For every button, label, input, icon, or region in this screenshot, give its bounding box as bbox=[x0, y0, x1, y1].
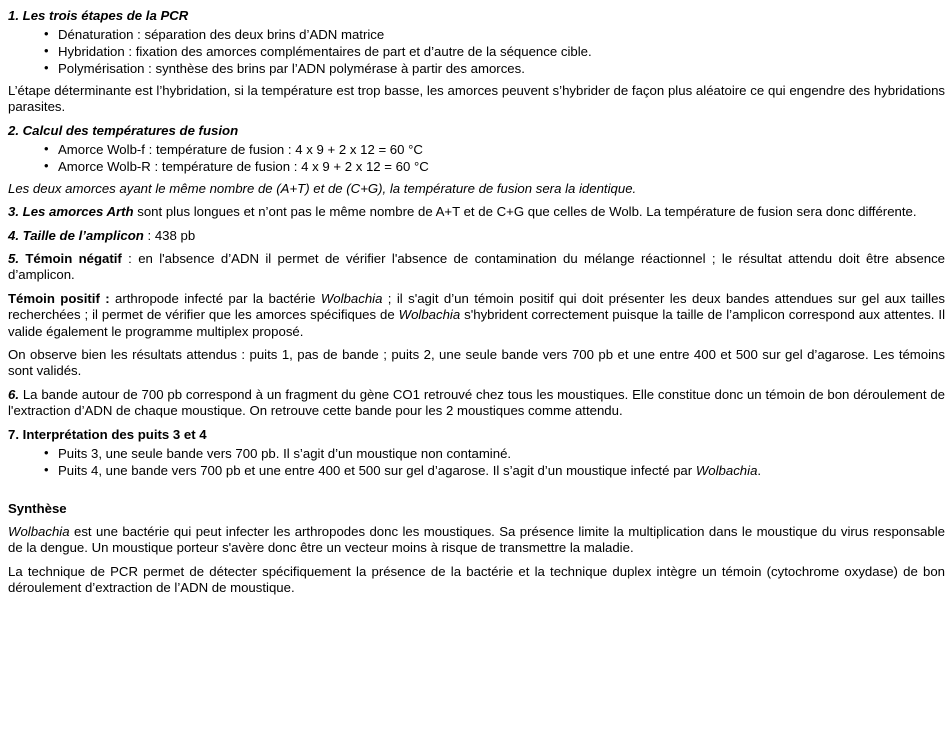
species-name-italic: Wolbachia bbox=[320, 290, 383, 306]
bullet-3-text: Puits 3, une seule bande vers 700 pb. Il s’agit d’un moustique non contaminé. bbox=[58, 445, 512, 461]
list-item: • Hybridation : fixation des amorces complémentaires de part et d’autre de la séquence cible. bbox=[42, 43, 945, 60]
list-item bbox=[42, 445, 945, 462]
spacer bbox=[8, 485, 945, 501]
temoin-positif-paragraph bbox=[8, 291, 945, 340]
section-3-body: sont plus longues et n’ont pas le même nombre de A+T et de C+G que celles de Wolb. La température de fusion sera donc différente. bbox=[133, 204, 917, 220]
section-6-number: 6. bbox=[8, 386, 19, 402]
spacer bbox=[8, 517, 945, 524]
section-2-heading: 2. Calcul des températures de fusion bbox=[8, 122, 239, 138]
temoin-positif-body-1: arthropode infecté par la bactérie bbox=[109, 290, 321, 306]
temoin-positif-body-3: s'hybrident correctement puisque la taille de l’amplicon correspond aux attentes. Il valide également le programme multiplex proposé. bbox=[8, 307, 945, 339]
section-7-heading: 7. Interprétation des puits 3 et 4 bbox=[8, 426, 207, 442]
list-item: • Amorce Wolb-f : température de fusion : 4 x 9 + 2 x 12 = 60 °C bbox=[42, 141, 945, 158]
list-item: • Amorce Wolb-R : température de fusion : 4 x 9 + 2 x 12 = 60 °C bbox=[42, 158, 945, 175]
species-name-italic: Wolbachia bbox=[398, 307, 461, 323]
synthesis-paragraph-1-body: est une bactérie qui peut infecter les arthropodes donc les moustiques. Sa présence limite la multiplication dans le moustique du virus responsable de la dengue. Un moustique porteur s'avère donc être un vecteur moins à risque de transmettre la maladie. bbox=[8, 523, 945, 556]
section-3-paragraph bbox=[8, 204, 945, 220]
section-2-note: Les deux amorces ayant le même nombre de (A+T) et de (C+G), la température de fusion sera la identique. bbox=[8, 180, 637, 196]
list-item bbox=[42, 462, 945, 479]
section-5-lead-bold: Témoin négatif bbox=[19, 251, 122, 267]
section-5-number: 5. bbox=[8, 251, 19, 267]
observation-paragraph: On observe bien les résultats attendus : puits 1, pas de bande ; puits 2, une seule bande vers 700 pb et une entre 400 et 500 sur gel d’agarose. Les témoins sont validés. bbox=[8, 347, 945, 379]
temoin-positif-lead: Témoin positif : bbox=[8, 290, 110, 306]
bullet-4-text-after: . bbox=[757, 462, 762, 478]
list-item: • Dénaturation : séparation des deux brins d’ADN matrice bbox=[42, 26, 945, 43]
section-7-bullet-list bbox=[8, 445, 945, 479]
section-4-heading: 4. Taille de l’amplicon bbox=[8, 227, 144, 243]
section-4-value: : 438 pb bbox=[143, 227, 196, 243]
section-6-paragraph bbox=[8, 387, 945, 420]
section-4-paragraph bbox=[8, 228, 945, 244]
section-3-number: 3. bbox=[8, 204, 19, 220]
section-1-bullet-list bbox=[8, 26, 945, 77]
section-5-body: : en l'absence d’ADN il permet de vérifier l'absence de contamination du mélange réactionnel ; le résultat attendu doit être absence d’amplicon. bbox=[8, 251, 945, 283]
section-1-paragraph: L’étape déterminante est l’hybridation, si la température est trop basse, les amorces peuvent s’hybrider de façon plus aléatoire ce qui engendre des hybridations parasites. bbox=[8, 83, 945, 115]
species-name-italic: Wolbachia bbox=[8, 523, 70, 539]
section-5-paragraph bbox=[8, 251, 945, 284]
section-6-body: La bande autour de 700 pb correspond à un fragment du gène CO1 retrouvé chez tous les moustiques. Elle constitue donc un témoin de bon déroulement de l'extraction d’ADN de chaque moustique. On retrouve cette bande pour les 2 moustiques comme attendu. bbox=[8, 386, 945, 419]
section-2-bullet-list bbox=[8, 141, 945, 175]
bullet-4-text: Puits 4, une bande vers 700 pb et une entre 400 et 500 sur gel d’agarose. Il s’agit d’un moustique infecté par bbox=[58, 462, 696, 478]
synthesis-heading: Synthèse bbox=[8, 500, 67, 516]
section-1-heading: 1. Les trois étapes de la PCR bbox=[8, 8, 189, 23]
species-name-italic: Wolbachia bbox=[695, 462, 758, 478]
synthesis-paragraph-2: La technique de PCR permet de détecter spécifiquement la présence de la bactérie et la technique duplex intègre un témoin (cytochrome oxydase) de bon déroulement d’extraction de l’ADN de moustique. bbox=[8, 563, 945, 595]
synthesis-paragraph-1 bbox=[8, 524, 945, 557]
temoin-positif-body-2: ; il s'agit d’un témoin positif qui doit présenter les deux bandes attendues sur gel aux tailles recherchées ; il permet de vérifier que les amorces spécifiques de bbox=[8, 290, 945, 323]
section-3-lead-bold: Les amorces Arth bbox=[22, 204, 134, 220]
list-item: • Polymérisation : synthèse des brins par l’ADN polymérase à partir des amorces. bbox=[42, 60, 945, 77]
